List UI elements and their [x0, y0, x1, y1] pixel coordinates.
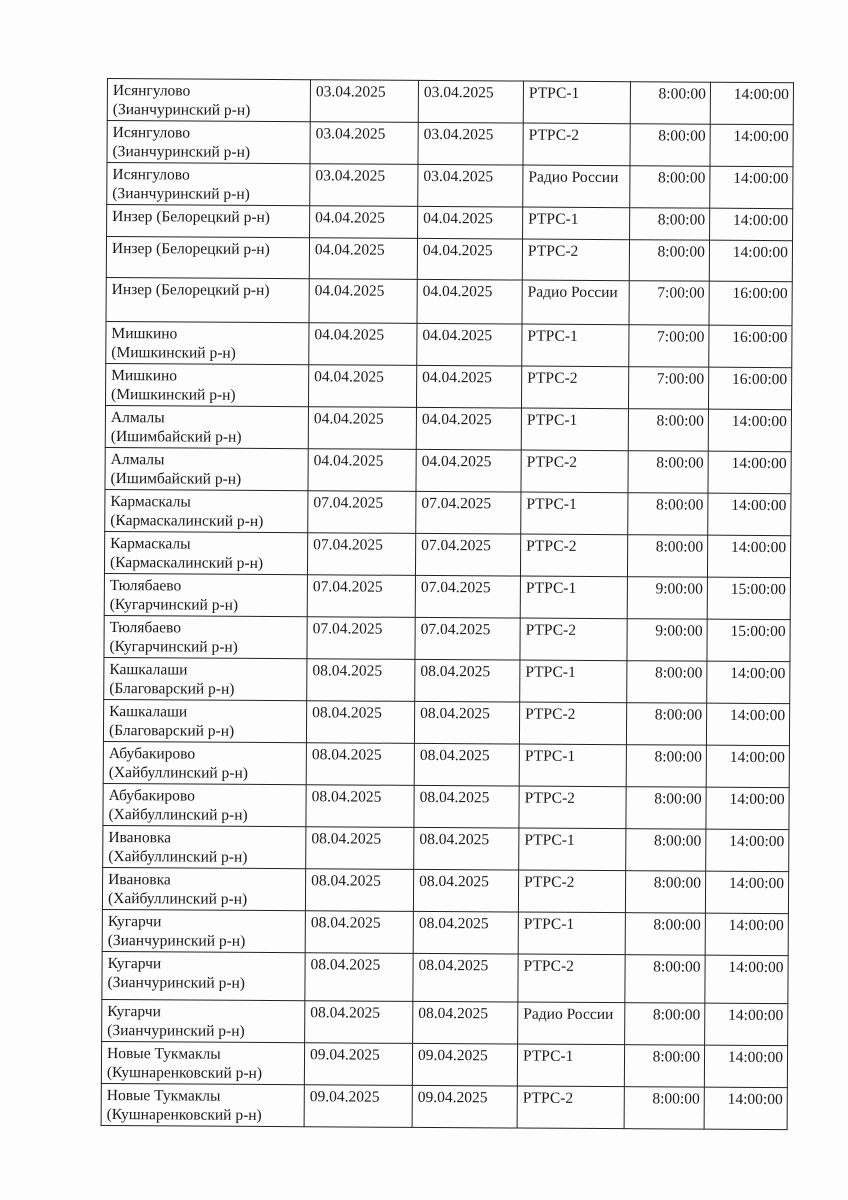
date-from-cell: 04.04.2025: [309, 238, 417, 280]
location-cell: [103, 783, 306, 826]
date-from-cell: 07.04.2025: [307, 617, 415, 660]
date-from-cell: 08.04.2025: [305, 869, 413, 912]
table-row: [105, 363, 791, 409]
location-name: Абубакирово: [108, 787, 195, 805]
location-district: (Благоварский р-н): [108, 722, 235, 740]
program-cell: РТРС-2: [518, 870, 625, 913]
location-district: (Кармаскалинский р-н): [109, 554, 264, 572]
location-name: Инзер (Белорецкий р-н): [111, 281, 270, 299]
time-start-cell: 8:00:00: [626, 703, 706, 745]
time-end-cell: 14:00:00: [710, 124, 793, 167]
program-cell: РТРС-1: [522, 324, 629, 367]
location-cell: [101, 1041, 304, 1084]
location-cell: [106, 277, 309, 322]
time-end-cell: 16:00:00: [709, 325, 792, 368]
time-start-cell: 8:00:00: [626, 829, 706, 871]
location-cell: [107, 121, 310, 164]
location-district: (Зианчуринский р-н): [107, 1022, 245, 1040]
time-start-cell: 8:00:00: [624, 1045, 704, 1087]
program-cell: РТРС-1: [521, 408, 628, 451]
location-name: Тюлябаево: [109, 619, 182, 637]
date-to-cell: 09.04.2025: [412, 1085, 517, 1128]
time-start-cell: 7:00:00: [628, 367, 708, 409]
table-row: [103, 741, 789, 787]
program-cell: РТРС-2: [517, 1086, 624, 1129]
location-name: Кугарчи: [107, 1003, 161, 1021]
date-to-cell: 08.04.2025: [413, 869, 518, 912]
time-end-cell: 14:00:00: [708, 451, 791, 494]
location-cell: [105, 363, 308, 406]
program-cell: РТРС-1: [521, 492, 628, 535]
table-row: [106, 237, 792, 282]
location-name: Ивановка: [108, 829, 172, 847]
table-row: [101, 1083, 787, 1129]
program-cell: РТРС-2: [519, 702, 626, 745]
location-cell: [102, 909, 305, 952]
table-row: [104, 573, 790, 619]
date-from-cell: 08.04.2025: [306, 827, 414, 870]
date-from-cell: 08.04.2025: [306, 785, 414, 828]
time-start-cell: 9:00:00: [627, 619, 707, 661]
date-to-cell: 08.04.2025: [414, 743, 519, 786]
date-to-cell: 08.04.2025: [413, 911, 518, 954]
location-cell: [104, 573, 307, 616]
program-cell: Радио России: [518, 1002, 625, 1045]
table-row: [105, 447, 791, 493]
date-to-cell: 08.04.2025: [414, 785, 519, 828]
location-cell: [102, 867, 305, 910]
time-end-cell: 14:00:00: [710, 82, 793, 125]
location-cell: [105, 447, 308, 490]
table-row: [101, 1041, 787, 1087]
location-cell: [106, 237, 309, 279]
date-to-cell: 09.04.2025: [412, 1043, 517, 1086]
time-end-cell: 14:00:00: [710, 208, 793, 241]
location-district: (Зианчуринский р-н): [112, 185, 250, 203]
table-row: [103, 783, 789, 829]
time-start-cell: 8:00:00: [629, 240, 709, 281]
location-cell: [103, 699, 306, 742]
date-to-cell: 07.04.2025: [415, 575, 520, 618]
location-district: (Хайбуллинский р-н): [108, 848, 248, 866]
location-name: Кармаскалы: [110, 493, 191, 511]
date-from-cell: 08.04.2025: [307, 659, 415, 702]
location-cell: [104, 615, 307, 658]
location-district: (Кушнаренковский р-н): [106, 1106, 262, 1124]
time-end-cell: 14:00:00: [708, 409, 791, 452]
program-cell: РТРС-2: [522, 239, 629, 281]
table-row: [105, 405, 791, 451]
location-name: Новые Тукмаклы: [106, 1087, 221, 1105]
time-end-cell: 14:00:00: [706, 703, 789, 746]
date-to-cell: 08.04.2025: [413, 953, 518, 1002]
date-from-cell: 08.04.2025: [305, 911, 413, 954]
location-district: (Хайбуллинский р-н): [108, 806, 248, 824]
time-end-cell: 14:00:00: [706, 829, 789, 872]
location-name: Мишкино: [111, 367, 178, 385]
time-end-cell: 14:00:00: [710, 166, 793, 209]
time-end-cell: 14:00:00: [708, 493, 791, 536]
time-start-cell: 8:00:00: [628, 451, 708, 493]
date-from-cell: 08.04.2025: [306, 743, 414, 786]
date-from-cell: 04.04.2025: [308, 449, 416, 492]
location-district: (Ишимбайский р-н): [110, 428, 242, 446]
location-cell: [104, 657, 307, 700]
date-from-cell: 09.04.2025: [304, 1085, 412, 1128]
time-end-cell: 14:00:00: [704, 1045, 787, 1088]
location-district: (Мишкинский р-н): [111, 344, 236, 362]
schedule-table-body: [101, 79, 793, 1130]
program-cell: РТРС-2: [519, 786, 626, 829]
location-district: (Хайбуллинский р-н): [108, 764, 249, 782]
date-to-cell: 07.04.2025: [415, 533, 520, 576]
table-row: [102, 909, 788, 955]
table-row: [103, 699, 789, 745]
date-to-cell: 08.04.2025: [414, 701, 519, 744]
date-from-cell: 04.04.2025: [310, 206, 418, 239]
location-name: Исянгулово: [112, 166, 190, 184]
program-cell: Радио России: [523, 165, 630, 208]
date-from-cell: 08.04.2025: [305, 1001, 413, 1044]
location-cell: [105, 489, 308, 532]
table-row: [106, 277, 792, 325]
table-row: [102, 951, 788, 1003]
time-start-cell: 8:00:00: [630, 82, 710, 124]
location-name: Тюлябаево: [109, 577, 182, 595]
program-cell: Радио России: [522, 280, 629, 325]
program-cell: РТРС-1: [523, 81, 630, 124]
time-end-cell: 14:00:00: [705, 871, 788, 914]
location-name: Абубакирово: [108, 745, 196, 763]
date-to-cell: 08.04.2025: [414, 827, 519, 870]
date-from-cell: 04.04.2025: [308, 365, 416, 408]
program-cell: РТРС-1: [519, 744, 626, 787]
program-cell: РТРС-1: [519, 828, 626, 871]
location-cell: [107, 163, 310, 206]
date-from-cell: 07.04.2025: [308, 491, 416, 534]
program-cell: РТРС-1: [518, 912, 625, 955]
program-cell: РТРС-2: [521, 450, 628, 493]
date-from-cell: 03.04.2025: [310, 122, 418, 165]
time-end-cell: 16:00:00: [709, 281, 792, 326]
program-cell: РТРС-2: [523, 123, 630, 166]
time-start-cell: 8:00:00: [625, 913, 705, 955]
time-start-cell: 8:00:00: [624, 1087, 704, 1129]
time-end-cell: 14:00:00: [706, 745, 789, 788]
location-district: (Кугарчинский р-н): [109, 596, 239, 614]
time-end-cell: 14:00:00: [709, 240, 792, 282]
table-row: [107, 121, 793, 167]
location-name: Ивановка: [108, 871, 171, 889]
location-district: (Благоварский р-н): [109, 680, 235, 698]
location-name: Алмалы: [110, 409, 165, 427]
date-to-cell: 03.04.2025: [418, 122, 523, 165]
date-from-cell: 04.04.2025: [309, 323, 417, 366]
time-end-cell: 14:00:00: [704, 1087, 787, 1130]
date-to-cell: 03.04.2025: [418, 164, 523, 207]
date-from-cell: 03.04.2025: [310, 164, 418, 207]
location-cell: [105, 405, 308, 448]
table-row: [104, 615, 790, 661]
time-start-cell: 8:00:00: [625, 871, 705, 913]
table-row: [105, 489, 791, 535]
time-start-cell: 8:00:00: [626, 787, 706, 829]
location-name: Кашкалаши: [109, 703, 188, 721]
time-start-cell: 9:00:00: [627, 577, 707, 619]
time-end-cell: 14:00:00: [705, 913, 788, 956]
location-cell: [107, 79, 310, 122]
program-cell: РТРС-2: [521, 366, 628, 409]
location-name: Исянгулово: [112, 124, 191, 142]
time-start-cell: 8:00:00: [625, 955, 705, 1003]
time-start-cell: 8:00:00: [627, 661, 707, 703]
time-end-cell: 15:00:00: [707, 577, 790, 620]
location-name: Алмалы: [110, 451, 165, 469]
location-district: (Хайбуллинский р-н): [107, 890, 248, 908]
table-row: [106, 321, 792, 367]
date-to-cell: 08.04.2025: [413, 1001, 518, 1044]
date-from-cell: 03.04.2025: [310, 80, 418, 123]
time-start-cell: 7:00:00: [629, 281, 709, 325]
time-end-cell: 16:00:00: [708, 367, 791, 410]
location-name: Мишкино: [111, 325, 178, 343]
table-row: [104, 657, 790, 703]
location-district: (Ишимбайский р-н): [110, 470, 242, 488]
schedule-table: [101, 78, 794, 1130]
location-district: (Кугарчинский р-н): [109, 638, 238, 656]
location-name: Кугарчи: [107, 913, 162, 931]
location-district: (Кармаскалинский р-н): [110, 512, 264, 530]
location-district: (Зианчуринский р-н): [112, 101, 251, 119]
time-end-cell: 14:00:00: [706, 787, 789, 830]
date-from-cell: 07.04.2025: [307, 575, 415, 618]
table-row: [107, 163, 793, 209]
time-start-cell: 8:00:00: [628, 409, 708, 451]
time-start-cell: 8:00:00: [630, 208, 710, 240]
location-cell: [102, 999, 305, 1042]
time-start-cell: 8:00:00: [630, 124, 710, 166]
time-start-cell: 8:00:00: [626, 745, 706, 787]
location-cell: [103, 741, 306, 784]
table-row: [107, 205, 793, 241]
program-cell: РТРС-1: [523, 207, 630, 240]
date-from-cell: 08.04.2025: [306, 701, 414, 744]
time-start-cell: 8:00:00: [630, 166, 710, 208]
date-to-cell: 04.04.2025: [416, 365, 521, 408]
location-cell: [102, 951, 305, 1000]
location-district: (Зианчуринский р-н): [112, 143, 251, 161]
date-from-cell: 07.04.2025: [307, 533, 415, 576]
time-end-cell: 15:00:00: [707, 619, 790, 662]
location-cell: [101, 1083, 304, 1126]
location-cell: [106, 321, 309, 364]
table-row: [102, 867, 788, 913]
location-name: Кашкалаши: [109, 661, 188, 679]
table-row: [103, 825, 789, 871]
program-cell: РТРС-1: [517, 1044, 624, 1087]
date-to-cell: 04.04.2025: [417, 279, 522, 324]
table-row: [102, 999, 788, 1045]
date-to-cell: 03.04.2025: [418, 80, 523, 123]
program-cell: РТРС-2: [520, 534, 627, 577]
location-cell: [107, 205, 310, 238]
location-name: Новые Тукмаклы: [106, 1045, 221, 1063]
time-start-cell: 7:00:00: [629, 325, 709, 367]
date-from-cell: 09.04.2025: [304, 1043, 412, 1086]
table-row: [104, 531, 790, 577]
date-to-cell: 07.04.2025: [416, 491, 521, 534]
location-name: Инзер (Белорецкий р-н): [112, 208, 271, 226]
date-to-cell: 04.04.2025: [417, 238, 522, 280]
time-end-cell: 14:00:00: [707, 535, 790, 578]
location-name: Инзер (Белорецкий р-н): [111, 240, 270, 258]
date-to-cell: 04.04.2025: [416, 407, 521, 450]
location-district: (Кушнаренковский р-н): [106, 1064, 263, 1082]
location-district: (Зианчуринский р-н): [107, 974, 246, 992]
time-start-cell: 8:00:00: [625, 1003, 705, 1045]
date-from-cell: 08.04.2025: [305, 953, 413, 1002]
date-to-cell: 04.04.2025: [416, 449, 521, 492]
date-to-cell: 07.04.2025: [415, 617, 520, 660]
location-name: Исянгулово: [112, 82, 191, 100]
time-end-cell: 14:00:00: [705, 955, 788, 1004]
program-cell: РТРС-1: [520, 660, 627, 703]
date-from-cell: 04.04.2025: [308, 407, 416, 450]
location-cell: [104, 531, 307, 574]
program-cell: РТРС-2: [520, 618, 627, 661]
location-name: Кугарчи: [107, 955, 162, 973]
date-to-cell: 04.04.2025: [417, 323, 522, 366]
program-cell: РТРС-1: [520, 576, 627, 619]
location-name: Кармаскалы: [110, 535, 191, 553]
time-start-cell: 8:00:00: [627, 535, 707, 577]
location-district: (Мишкинский р-н): [111, 386, 236, 404]
time-end-cell: 14:00:00: [705, 1003, 788, 1046]
location-district: (Зианчуринский р-н): [107, 932, 246, 950]
date-to-cell: 08.04.2025: [415, 659, 520, 702]
date-to-cell: 04.04.2025: [418, 206, 523, 239]
time-start-cell: 8:00:00: [628, 493, 708, 535]
time-end-cell: 14:00:00: [707, 661, 790, 704]
program-cell: РТРС-2: [518, 954, 625, 1003]
location-cell: [103, 825, 306, 868]
date-from-cell: 04.04.2025: [309, 279, 417, 324]
table-row: [107, 79, 793, 125]
